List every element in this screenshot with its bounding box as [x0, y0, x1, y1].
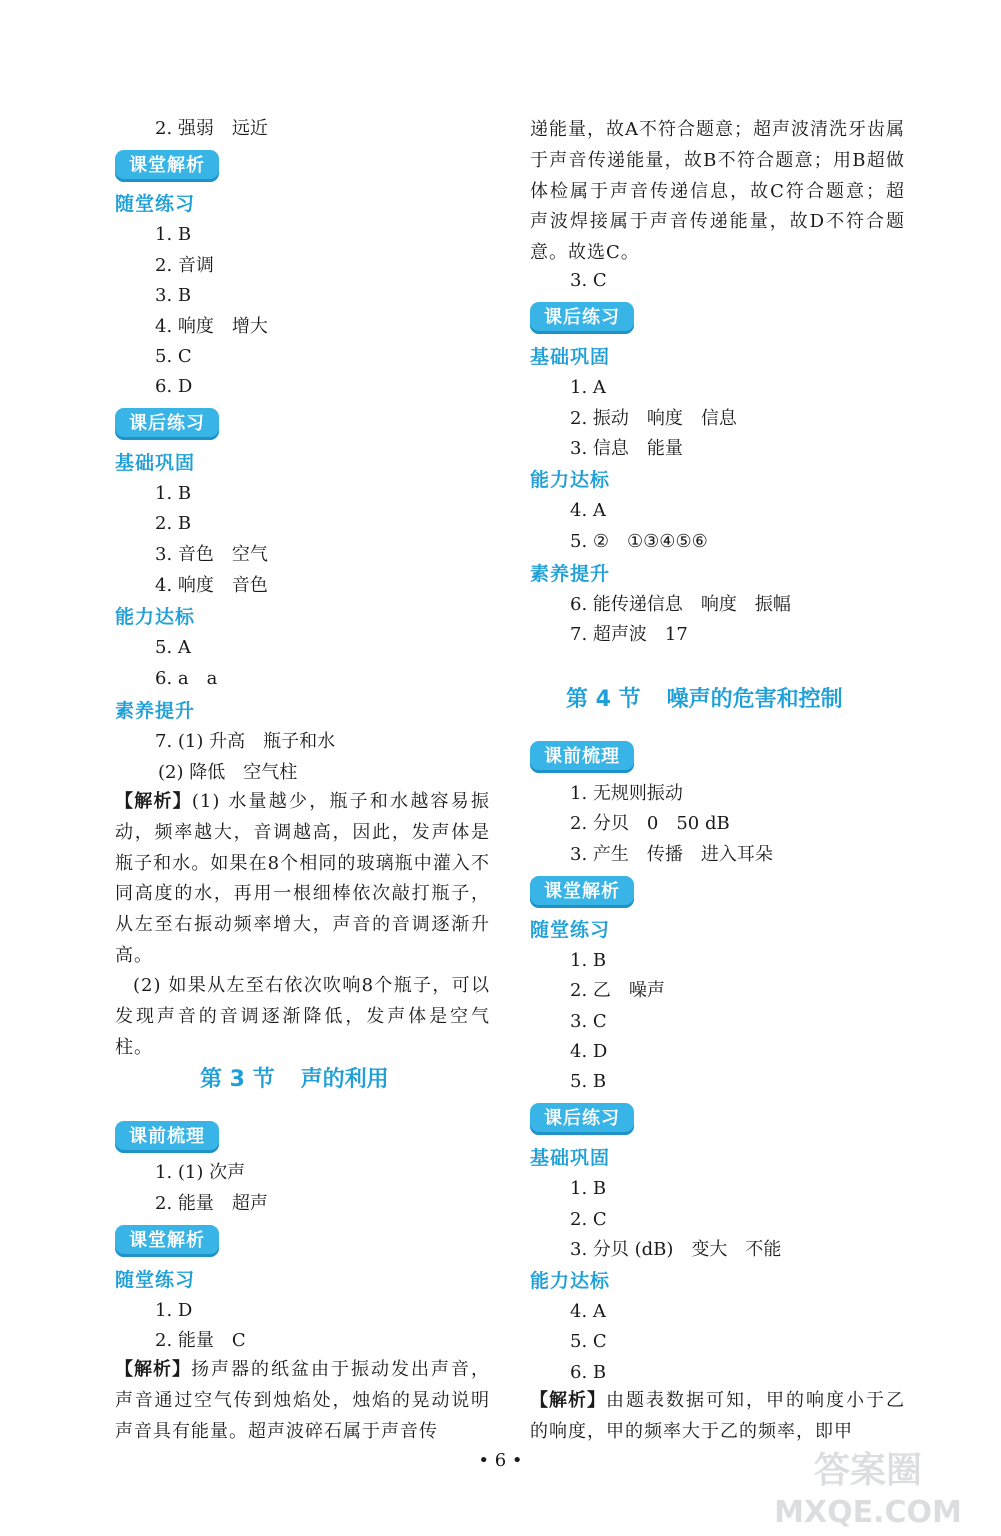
answer-line: 3. 音色 空气 — [155, 544, 268, 565]
answer-line: 4. 响度 增大 — [155, 316, 268, 337]
subsection-title-practice: 随堂练习 — [115, 193, 196, 215]
explanation-paragraph — [115, 1355, 490, 1447]
answer-line: 2. 能量 C — [155, 1330, 246, 1351]
answer-line: 5. C — [570, 1331, 607, 1352]
answer-line: 5. B — [570, 1071, 607, 1092]
section-heading — [566, 686, 843, 714]
watermark-top-text: 答案圈 — [813, 1450, 923, 1491]
subsection-title-ability: 能力达标 — [530, 1270, 611, 1292]
answer-line: 1. B — [155, 224, 192, 245]
section-badge-after-class: 课后练习 — [530, 302, 634, 334]
section-heading-title: 声的利用 — [300, 1067, 389, 1092]
answer-line: 6. a a — [155, 668, 218, 689]
answer-line: 1. B — [155, 483, 192, 504]
answer-line: 2. 强弱 远近 — [155, 118, 268, 139]
answer-line: 2. C — [570, 1209, 607, 1230]
watermark-bottom-text: MXQE.COM — [774, 1495, 962, 1530]
section-badge-pre-class: 课前梳理 — [530, 741, 634, 773]
answer-line: 2. B — [155, 513, 192, 534]
section-heading-number: 第 3 节 — [200, 1067, 275, 1092]
explanation-paragraph — [530, 1386, 905, 1448]
answer-line: 3. 信息 能量 — [570, 438, 683, 459]
section-badge-classroom-analysis: 课堂解析 — [115, 1225, 219, 1257]
answer-line: 4. A — [570, 1301, 606, 1322]
answer-line: 1. (1) 次声 — [155, 1162, 246, 1183]
explanation-tag: 【解析】 — [530, 1390, 606, 1411]
answer-line: 2. 能量 超声 — [155, 1193, 268, 1214]
answer-line: 4. 响度 音色 — [155, 575, 268, 596]
answer-line: 6. B — [570, 1362, 607, 1383]
answer-line: 1. B — [570, 950, 607, 971]
subsection-title-literacy: 素养提升 — [115, 700, 196, 722]
subsection-title-ability: 能力达标 — [115, 606, 196, 628]
section-badge-classroom-analysis: 课堂解析 — [115, 150, 219, 182]
subsection-title-literacy: 素养提升 — [530, 563, 611, 585]
answer-line: 4. D — [570, 1041, 608, 1062]
answer-line: 2. 分贝 0 50 dB — [570, 813, 730, 834]
answer-line: 1. A — [570, 377, 606, 398]
answer-line: 3. C — [570, 270, 607, 291]
answer-line: 3. B — [155, 285, 192, 306]
explanation-paragraph — [115, 787, 490, 972]
answer-line: 5. C — [155, 346, 192, 367]
subsection-title-practice: 随堂练习 — [530, 919, 611, 941]
answer-line: (2) 降低 空气柱 — [158, 762, 298, 783]
answer-line: 5. ② ①③④⑤⑥ — [570, 531, 708, 552]
explanation-paragraph: 递能量，故A不符合题意；超声波清洗牙齿属于声音传递能量，故B不符合题意；用B超做体检属于声音传递信息，故C符合题意；超声波焊接属于声音传递能量，故D不符合题意。故选C。 — [530, 119, 905, 264]
answer-line: 7. 超声波 17 — [570, 624, 688, 645]
answer-line: 1. B — [570, 1178, 607, 1199]
section-heading — [200, 1066, 389, 1094]
answer-line: 6. 能传递信息 响度 振幅 — [570, 594, 791, 615]
explanation-tag: 【解析】 — [115, 791, 192, 812]
answer-line: 2. 音调 — [155, 255, 214, 276]
subsection-title-practice: 随堂练习 — [115, 1269, 196, 1291]
answer-line: 2. 振动 响度 信息 — [570, 408, 737, 429]
subsection-title-basics: 基础巩固 — [530, 1147, 611, 1169]
answer-line: 5. A — [155, 637, 191, 658]
answer-line: 6. D — [155, 376, 193, 397]
section-badge-pre-class: 课前梳理 — [115, 1121, 219, 1153]
section-badge-classroom-analysis: 课堂解析 — [530, 876, 634, 908]
subsection-title-basics: 基础巩固 — [530, 346, 611, 368]
answer-line: 3. C — [570, 1011, 607, 1032]
answer-line: 1. D — [155, 1300, 193, 1321]
answer-line: 3. 分贝 (dB) 变大 不能 — [570, 1239, 782, 1260]
answer-line: 4. A — [570, 500, 606, 521]
explanation-paragraph: (2) 如果从左至右依次吹响8个瓶子，可以发现声音的音调逐渐降低，发声体是空气柱。 — [115, 975, 490, 1058]
explanation-text: 扬声器的纸盆由于振动发出声音，声音通过空气传到烛焰处，烛焰的晃动说明声音具有能量。超声波碎石属于声音传 — [115, 1359, 490, 1442]
explanation-text: (1) 水量越少，瓶子和水越容易振动，频率越大，音调越高，因此，发声体是瓶子和水。如果在8个相同的玻璃瓶中灌入不同高度的水，再用一根细棒依次敲打瓶子，从左至右振动频率增大，声音的音调逐渐升高。 — [115, 791, 490, 966]
section-badge-after-class: 课后练习 — [115, 408, 219, 440]
answer-line: 3. 产生 传播 进入耳朵 — [570, 844, 773, 865]
section-badge-after-class: 课后练习 — [530, 1103, 634, 1135]
section-heading-number: 第 4 节 — [566, 687, 641, 712]
explanation-tag: 【解析】 — [115, 1359, 191, 1380]
page-number: • 6 • — [478, 1450, 523, 1471]
subsection-title-ability: 能力达标 — [530, 469, 611, 491]
answer-line: 1. 无规则振动 — [570, 783, 683, 804]
answer-line: 2. 乙 噪声 — [570, 980, 665, 1001]
watermark-logo — [740, 1440, 995, 1530]
explanation-text: 由题表数据可知，甲的响度小于乙的响度，甲的频率大于乙的频率，即甲 — [530, 1390, 905, 1442]
answer-line: 7. (1) 升高 瓶子和水 — [155, 731, 336, 752]
subsection-title-basics: 基础巩固 — [115, 452, 196, 474]
section-heading-title: 噪声的危害和控制 — [666, 687, 843, 712]
